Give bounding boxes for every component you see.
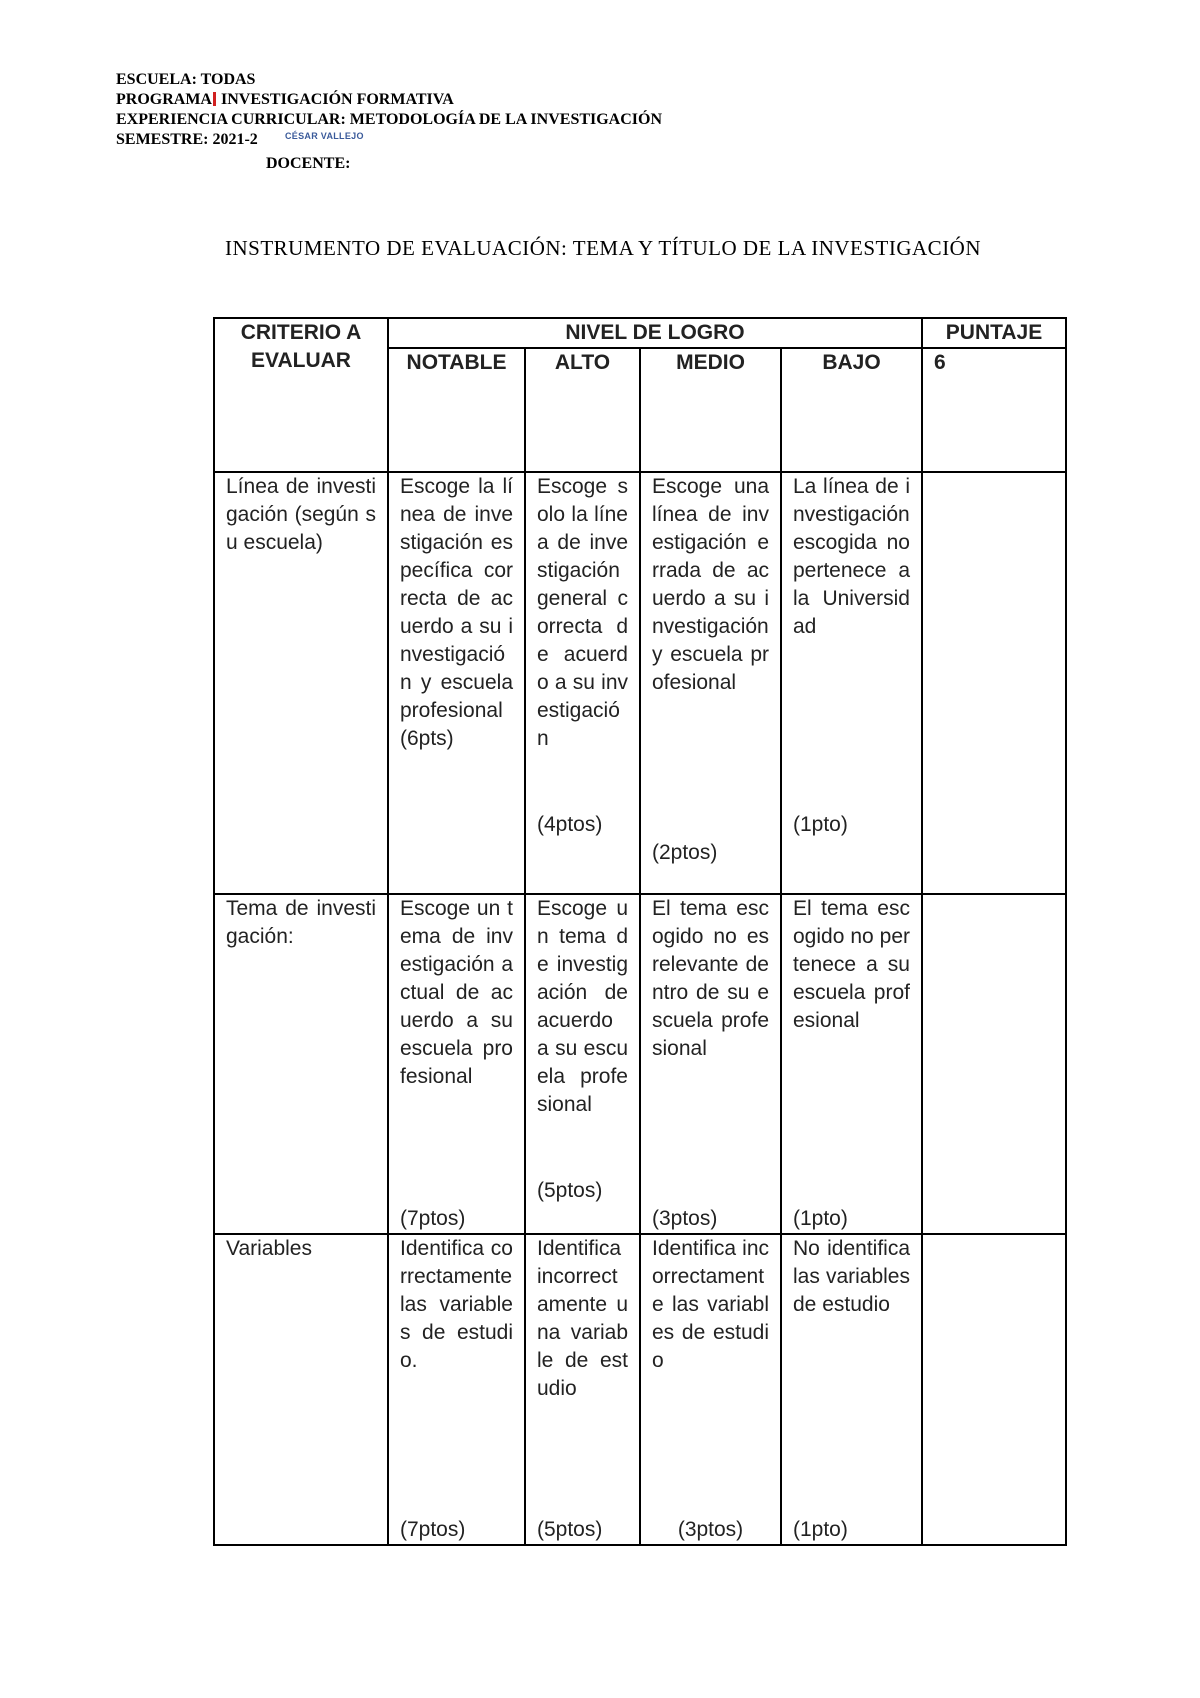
points-label: (1pto) <box>793 1207 848 1230</box>
table-row <box>214 1234 1066 1545</box>
rubric-cell-text: Escoge una línea de investigación errada de acuerdo a su investigación y escuela profesional <box>652 475 769 694</box>
rubric-cell <box>388 894 525 1234</box>
rubric-cell-text: El tema escogido no pertenece a su escuela profesional <box>793 897 910 1032</box>
rubric-cell <box>781 472 922 894</box>
university-logo-text: CÉSAR VALLEJO <box>285 131 364 141</box>
level-alto: ALTO <box>525 348 640 472</box>
header-row-1 <box>214 318 1066 348</box>
rubric-cell-body <box>537 473 628 867</box>
rubric-cell-text: El tema escogido no es relevante dentro de su escuela profesional <box>652 897 769 1060</box>
level-medio: MEDIO <box>640 348 781 472</box>
table-row <box>214 472 1066 894</box>
points-label: (3ptos) <box>652 1207 718 1230</box>
cursor-mark <box>213 92 216 106</box>
points-label: (1pto) <box>793 813 848 836</box>
rubric-cell-text: Escoge un tema de investigación de acuerdo a su escuela profesional <box>537 897 628 1116</box>
points-label: (1pto) <box>793 1518 848 1541</box>
rubric-cell-text: La línea de investigación escogida no pertenece a la Universidad <box>793 475 910 638</box>
points-label: (7ptos) <box>400 1207 466 1230</box>
rubric-cell-text: Identifica incorrectamente las variables de estudio <box>652 1237 769 1372</box>
rubric-cell <box>388 472 525 894</box>
semestre-line: SEMESTRE: 2021-2 <box>116 131 258 148</box>
rubric-cell-body <box>793 1235 910 1544</box>
rubric-cell-body <box>652 1235 769 1544</box>
rubric-cell-text: Escoge un tema de investigación actual de acuerdo a su escuela profesional <box>400 897 513 1088</box>
score-cell <box>922 472 1066 894</box>
points-label: (4ptos) <box>537 813 603 836</box>
docente-line: DOCENTE: <box>266 155 351 172</box>
criterio-header: CRITERIO A EVALUAR <box>214 318 388 472</box>
rubric-cell-body <box>400 895 513 1233</box>
rubric-cell-body <box>793 473 910 867</box>
points-label: (2ptos) <box>652 841 718 864</box>
rubric-cell <box>640 894 781 1234</box>
rubric-cell <box>781 894 922 1234</box>
rubric-cell-text: Escoge la línea de investigación específica correcta de acuerdo a su investigación y escuela profesional (6pts) <box>400 475 513 750</box>
rubric-cell <box>525 894 640 1234</box>
puntaje-header: PUNTAJE <box>922 318 1066 348</box>
criterio-cell <box>214 894 388 1234</box>
rubric-cell-text: Identifica incorrectamente una variable de estudio <box>537 1237 628 1400</box>
rubric-cell-body <box>537 895 628 1233</box>
score-cell <box>922 894 1066 1234</box>
rubric-cell-body <box>400 1235 513 1544</box>
score-value: 6 <box>922 348 1066 472</box>
criterio-cell <box>214 1234 388 1545</box>
rubric-cell <box>640 472 781 894</box>
criterio-text: Variables <box>226 1237 312 1260</box>
document-header <box>116 70 662 174</box>
points-label: (3ptos) <box>677 1518 744 1541</box>
rubric-cell-text: Identifica correctamente las variables de estudio. <box>400 1237 513 1372</box>
points-label: (5ptos) <box>537 1518 603 1541</box>
rubric-cell <box>640 1234 781 1545</box>
points-label: (5ptos) <box>537 1179 603 1202</box>
programa-value: INVESTIGACIÓN FORMATIVA <box>216 91 454 108</box>
rubric-cell-text: Escoge solo la línea de investigación general correcta de acuerdo a su investigación <box>537 475 628 750</box>
score-cell <box>922 1234 1066 1545</box>
points-label: (7ptos) <box>400 1518 466 1541</box>
experiencia-line: EXPERIENCIA CURRICULAR: METODOLOGÍA DE LA INVESTIGACIÓN <box>116 111 663 128</box>
programa-line <box>116 90 662 110</box>
rubric-cell-text: No identifica las variables de estudio <box>793 1237 910 1316</box>
criterio-text: Línea de investigación (según su escuela) <box>226 475 376 554</box>
table-row <box>214 894 1066 1234</box>
criterio-text: Tema de investigación: <box>226 897 376 948</box>
rubric-cell-body <box>652 473 769 867</box>
level-notable: NOTABLE <box>388 348 525 472</box>
rubric-cell-body <box>793 895 910 1233</box>
rubric-cell <box>525 1234 640 1545</box>
level-bajo: BAJO <box>781 348 922 472</box>
rubric-cell <box>388 1234 525 1545</box>
rubric-cell-body <box>652 895 769 1233</box>
escuela-line: ESCUELA: TODAS <box>116 71 256 88</box>
rubric-table <box>213 317 1067 1546</box>
nivel-header: NIVEL DE LOGRO <box>388 318 922 348</box>
document-title: INSTRUMENTO DE EVALUACIÓN: TEMA Y TÍTULO DE LA INVESTIGACIÓN <box>225 236 982 260</box>
rubric-cell <box>781 1234 922 1545</box>
rubric-cell <box>525 472 640 894</box>
criterio-cell <box>214 472 388 894</box>
rubric-cell-body <box>537 1235 628 1544</box>
programa-label: PROGRAMA <box>116 91 212 108</box>
rubric-cell-body <box>400 473 513 867</box>
